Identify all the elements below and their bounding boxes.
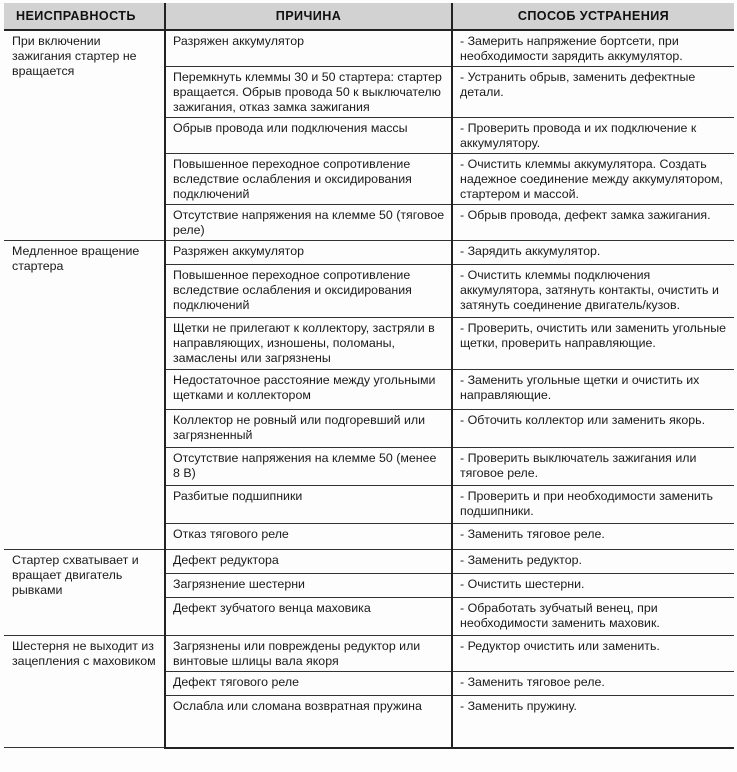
cause-cell: Загрязнены или повреждены редуктор или винтовые шлицы вала якоря	[165, 636, 452, 672]
cause-cell: Дефект зубчатого венца маховика	[165, 598, 452, 636]
remedy-cell: - Заменить редуктор.	[452, 550, 734, 574]
fault-cell: Стартер схватывает и вращает двигатель рывками	[4, 550, 165, 636]
cause-cell: Повышенное переходное сопротивление вследствие ослабления и оксидирования подключений	[165, 265, 452, 318]
remedy-cell: - Обточить коллектор или заменить якорь.	[452, 410, 734, 448]
cause-cell: Разряжен аккумулятор	[165, 241, 452, 265]
cause-cell: Разряжен аккумулятор	[165, 30, 452, 67]
table-row	[4, 550, 734, 574]
table-row	[4, 30, 734, 67]
remedy-cell: - Очистить клеммы подключения аккумулятора, затянуть контакты, очистить и затянуть соединение двигатель/кузов.	[452, 265, 734, 318]
cause-cell: Недостаточное расстояние между угольными щетками и коллектором	[165, 370, 452, 410]
remedy-cell: - Проверить и при необходимости заменить подшипники.	[452, 486, 734, 524]
remedy-cell: - Редуктор очистить или заменить.	[452, 636, 734, 672]
cause-cell: Повышенное переходное сопротивление вследствие ослабления и оксидирования подключений	[165, 154, 452, 205]
header-remedy: СПОСОБ УСТРАНЕНИЯ	[452, 3, 734, 30]
remedy-cell: - Заменить пружину.	[452, 696, 734, 748]
cause-cell: Щетки не прилегают к коллектору, застряли в направляющих, изношены, поломаны, замаслены или загрязнены	[165, 318, 452, 370]
cause-cell: Дефект тягового реле	[165, 672, 452, 696]
cause-cell: Отказ тягового реле	[165, 524, 452, 550]
cause-cell: Ослабла или сломана возвратная пружина	[165, 696, 452, 748]
remedy-cell: - Обрыв провода, дефект замка зажигания.	[452, 205, 734, 241]
table-row	[4, 241, 734, 265]
remedy-cell: - Проверить выключатель зажигания или тяговое реле.	[452, 448, 734, 486]
cause-cell: Разбитые подшипники	[165, 486, 452, 524]
cause-cell: Отсутствие напряжения на клемме 50 (менее 8 В)	[165, 448, 452, 486]
cause-cell: Коллектор не ровный или подгоревший или загрязненный	[165, 410, 452, 448]
remedy-cell: - Зарядить аккумулятор.	[452, 241, 734, 265]
troubleshooting-table	[4, 3, 734, 749]
remedy-cell: - Замерить напряжение бортсети, при необходимости зарядить аккумулятор.	[452, 30, 734, 67]
remedy-cell: - Заменить тяговое реле.	[452, 672, 734, 696]
cause-cell: Дефект редуктора	[165, 550, 452, 574]
fault-cell: Шестерня не выходит из зацепления с маховиком	[4, 636, 165, 748]
cause-cell: Загрязнение шестерни	[165, 574, 452, 598]
remedy-cell: - Заменить тяговое реле.	[452, 524, 734, 550]
cause-cell: Отсутствие напряжения на клемме 50 (тяговое реле)	[165, 205, 452, 241]
remedy-cell: - Обработать зубчатый венец, при необходимости заменить маховик.	[452, 598, 734, 636]
remedy-cell: - Проверить провода и их подключение к аккумулятору.	[452, 118, 734, 154]
header-cause: ПРИЧИНА	[165, 3, 452, 30]
fault-cell: Медленное вращение стартера	[4, 241, 165, 550]
cause-cell: Перемкнуть клеммы 30 и 50 стартера: стартер вращается. Обрыв провода 50 к выключателю зажигания, отказ замка зажигания	[165, 67, 452, 118]
remedy-cell: - Проверить, очистить или заменить угольные щетки, проверить направляющие.	[452, 318, 734, 370]
table-header-row	[4, 3, 734, 30]
table-row	[4, 636, 734, 672]
remedy-cell: - Очистить клеммы аккумулятора. Создать надежное соединение между аккумулятором, стартером и массой.	[452, 154, 734, 205]
header-fault: НЕИСПРАВНОСТЬ	[4, 3, 165, 30]
cause-cell: Обрыв провода или подключения массы	[165, 118, 452, 154]
fault-cell: При включении зажигания стартер не вращается	[4, 30, 165, 241]
remedy-cell: - Заменить угольные щетки и очистить их направляющие.	[452, 370, 734, 410]
remedy-cell: - Очистить шестерни.	[452, 574, 734, 598]
remedy-cell: - Устранить обрыв, заменить дефектные детали.	[452, 67, 734, 118]
